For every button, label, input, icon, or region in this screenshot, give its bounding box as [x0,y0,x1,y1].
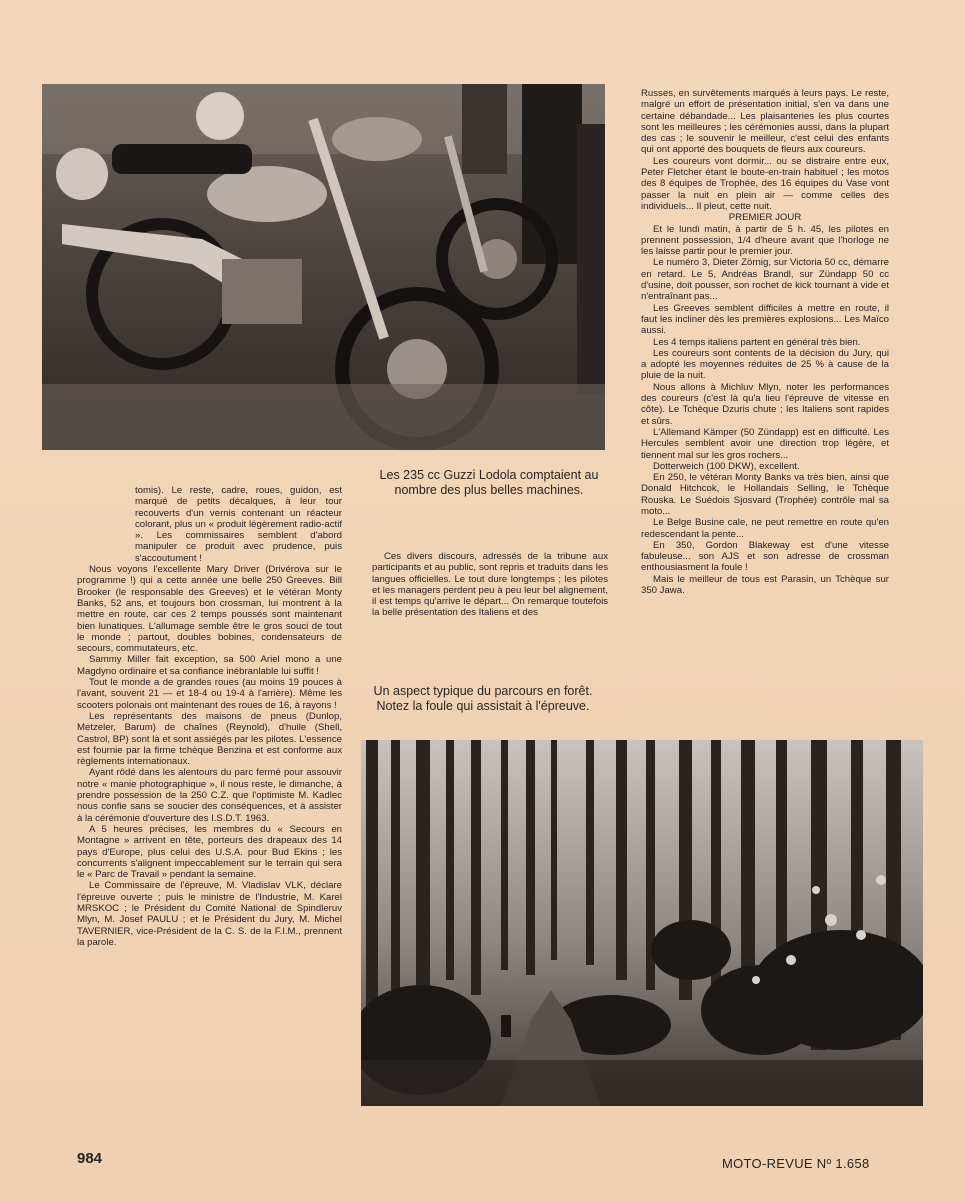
paragraph: Russes, en survêtements marqués à leurs pays. Le reste, malgré un effort de présentation initial, s'en va dans une certaine débandade... Les plaisanteries les plus courtes sont les meilleures ; les cérémonies aussi, dans la plupart des cas ; le souvenir le meilleur, c'est celui des enfants qui ont apporté des bouquets de fleurs aux coureurs. [641,88,889,156]
paragraph: tomis). Le reste, cadre, roues, guidon, est marqué de petits décalques, à leur tour recouverts d'un vernis contenant un réacteur colorant, plus un « produit légèrement radio-actif ». Les commissaires semblent d'abord manipuler ce produit avec prudence, puis s'accoutument ! [135,485,342,564]
magazine-name: MOTO-REVUE Nº 1.658 [722,1156,870,1171]
paragraph: Nous voyons l'excellente Mary Driver (Drivérova sur le programme !) qui a cette année une belle 250 Greeves. Bill Brooker (le responsable des Greeves) et le vétéran Monty Banks, 52 ans, et toujours bon crossman, lui montrent à la mettre en route, car ces 2 temps poussés sont maintenant bien lunatiques. L'allumage semble être le gros souci de tout le monde ; partout, doubles bobines, condensateurs de secours, commutateurs, etc. [77,564,342,655]
paragraph: L'Allemand Kämper (50 Zündapp) est en difficulté. Les Hercules semblent avoir une direction trop légère, et tiennent mal sur les gros rochers... [641,426,889,461]
paragraph: Les Greeves semblent difficiles à mettre en route, il faut les incliner dès les premières explosions... Les Maïco aussi. [641,302,889,337]
middle-column [372,551,608,619]
paragraph: Nous allons à Michluv Mlyn, noter les performances des coureurs (c'est là qu'a lieu l'épreuve de vitesse en côte). Le Tchèque Dzuris chute ; les Italiens sont rapides et sûrs. [641,381,889,427]
paragraph: Les représentants des maisons de pneus (Dunlop, Metzeler, Barum) de chaînes (Reynold), d'huile (Shell, Castrol, BP) sont là et sont assiégés par les pilotes. L'essence est fournie par la firme tchèque Benzina et est conforme aux règlements internationaux. [77,710,342,768]
paragraph: En 250, le vétéran Monty Banks va très bien, ainsi que Donald Hitchcok, le Hollandais Selling, le Tchèque Rouska. Le Suédois Sjosvard (Trophée) contrôle mal sa moto... [641,472,889,517]
paragraph: En 350, Gordon Blakeway est d'une vitesse fabuleuse... son AJS et son adresse de crossman enthousiasment la foule ! [641,539,889,574]
paragraph: A 5 heures précises, les membres du « Secours en Montagne » arrivent en tête, porteurs des drapeaux des 14 pays d'Europe, plus celui des U.S.A. pour Bud Ekins ; les concurrents s'alignent impeccablement sur le terrain qui sera le « Parc de Travail » pendant la semaine. [77,823,342,881]
paragraph: Et le lundi matin, à partir de 5 h. 45, les pilotes en prennent possession, 1/4 d'heure avant que l'horloge ne les laisse partir pour le premier jour. [641,223,889,258]
paragraph: Dotterweich (100 DKW), excellent. [653,460,800,472]
forest-caption: Un aspect typique du parcours en forêt. Notez la foule qui assistait à l'épreuve. [373,684,593,713]
paragraph: Le Commissaire de l'épreuve, M. Vladislav VLK, déclare l'épreuve ouverte ; puis le ministre de l'Industrie, M. Karel MRSKOC ; le Président du Comité National de Spindleruv Mlyn, M. Josef PAULU ; et le Président du Jury, M. Michel TAVERNIER, vice-Président de la C. S. de la F.I.M., prennent la parole. [77,880,342,948]
paragraph: Ces divers discours, adressés de la tribune aux participants et au public, sont repris et traduits dans les langues officielles. Le tout dure longtemps ; les pilotes et les managers perdent peu à peu leur bel alignement, il est temps qu'arrive le départ... On remarque toutefois la belle présentation des Italiens et des [372,551,608,619]
left-column [77,485,342,948]
forest-photo [361,740,923,1106]
page-number: 984 [77,1150,103,1167]
motorcycles-photo [42,84,605,450]
paragraph: Les coureurs sont contents de la décision du Jury, qui a adopté les moyennes réduites de 25 % à cause de la pluie de la nuit. [641,347,889,382]
paragraph: Tout le monde a de grandes roues (au moins 19 pouces à l'avant, souvent 21 — et 18-4 ou 19-4 à l'arrière). Même les scooters polonais ont maintenant des roues de 16, à rayons ! [77,677,342,711]
paragraph: Le Belge Busine cale, ne peut remettre en route qu'en redescendant la pente... [641,517,889,540]
paragraph: Les 4 temps italiens partent en général très bien. [653,336,861,348]
paragraph: Ayant rôdé dans les alentours du parc fermé pour assouvir notre « manie photographique », il nous reste, le dimanche, à prendre possession de la 250 C.Z. que l'optimiste M. Kadlec nous confie sans se soucier des conséquences, et à assister à la cérémonie d'ouverture des I.S.D.T. 1963. [77,767,342,824]
right-column [641,88,889,596]
paragraph: Sammy Miller fait exception, sa 500 Ariel mono a une Magdyno ordinaire et sa confiance inébranlable lui suffit ! [77,654,342,677]
section-heading: PREMIER JOUR [728,212,802,224]
guzzi-caption: Les 235 cc Guzzi Lodola comptaient au nombre des plus belles machines. [379,468,599,497]
paragraph: Mais le meilleur de tous est Parasin, un Tchèque sur 350 Jawa. [641,573,889,597]
paragraph: Les coureurs vont dormir... ou se distraire entre eux, Peter Fletcher étant le boute-en-train habituel ; les motos des 8 équipes de Trophée, des 16 équipes du Vase vont passer la nuit en plein air — comme celles des individuels... Il pleut, cette nuit. [641,155,889,212]
paragraph: Le numéro 3, Dieter Zörnig, sur Victoria 50 cc, démarre en retard. Le 5, Andréas Brandl, sur Zündapp 50 cc d'usine, doit pousser, son rochet de kick tournant à vide et n'entraînant pas... [641,257,889,303]
